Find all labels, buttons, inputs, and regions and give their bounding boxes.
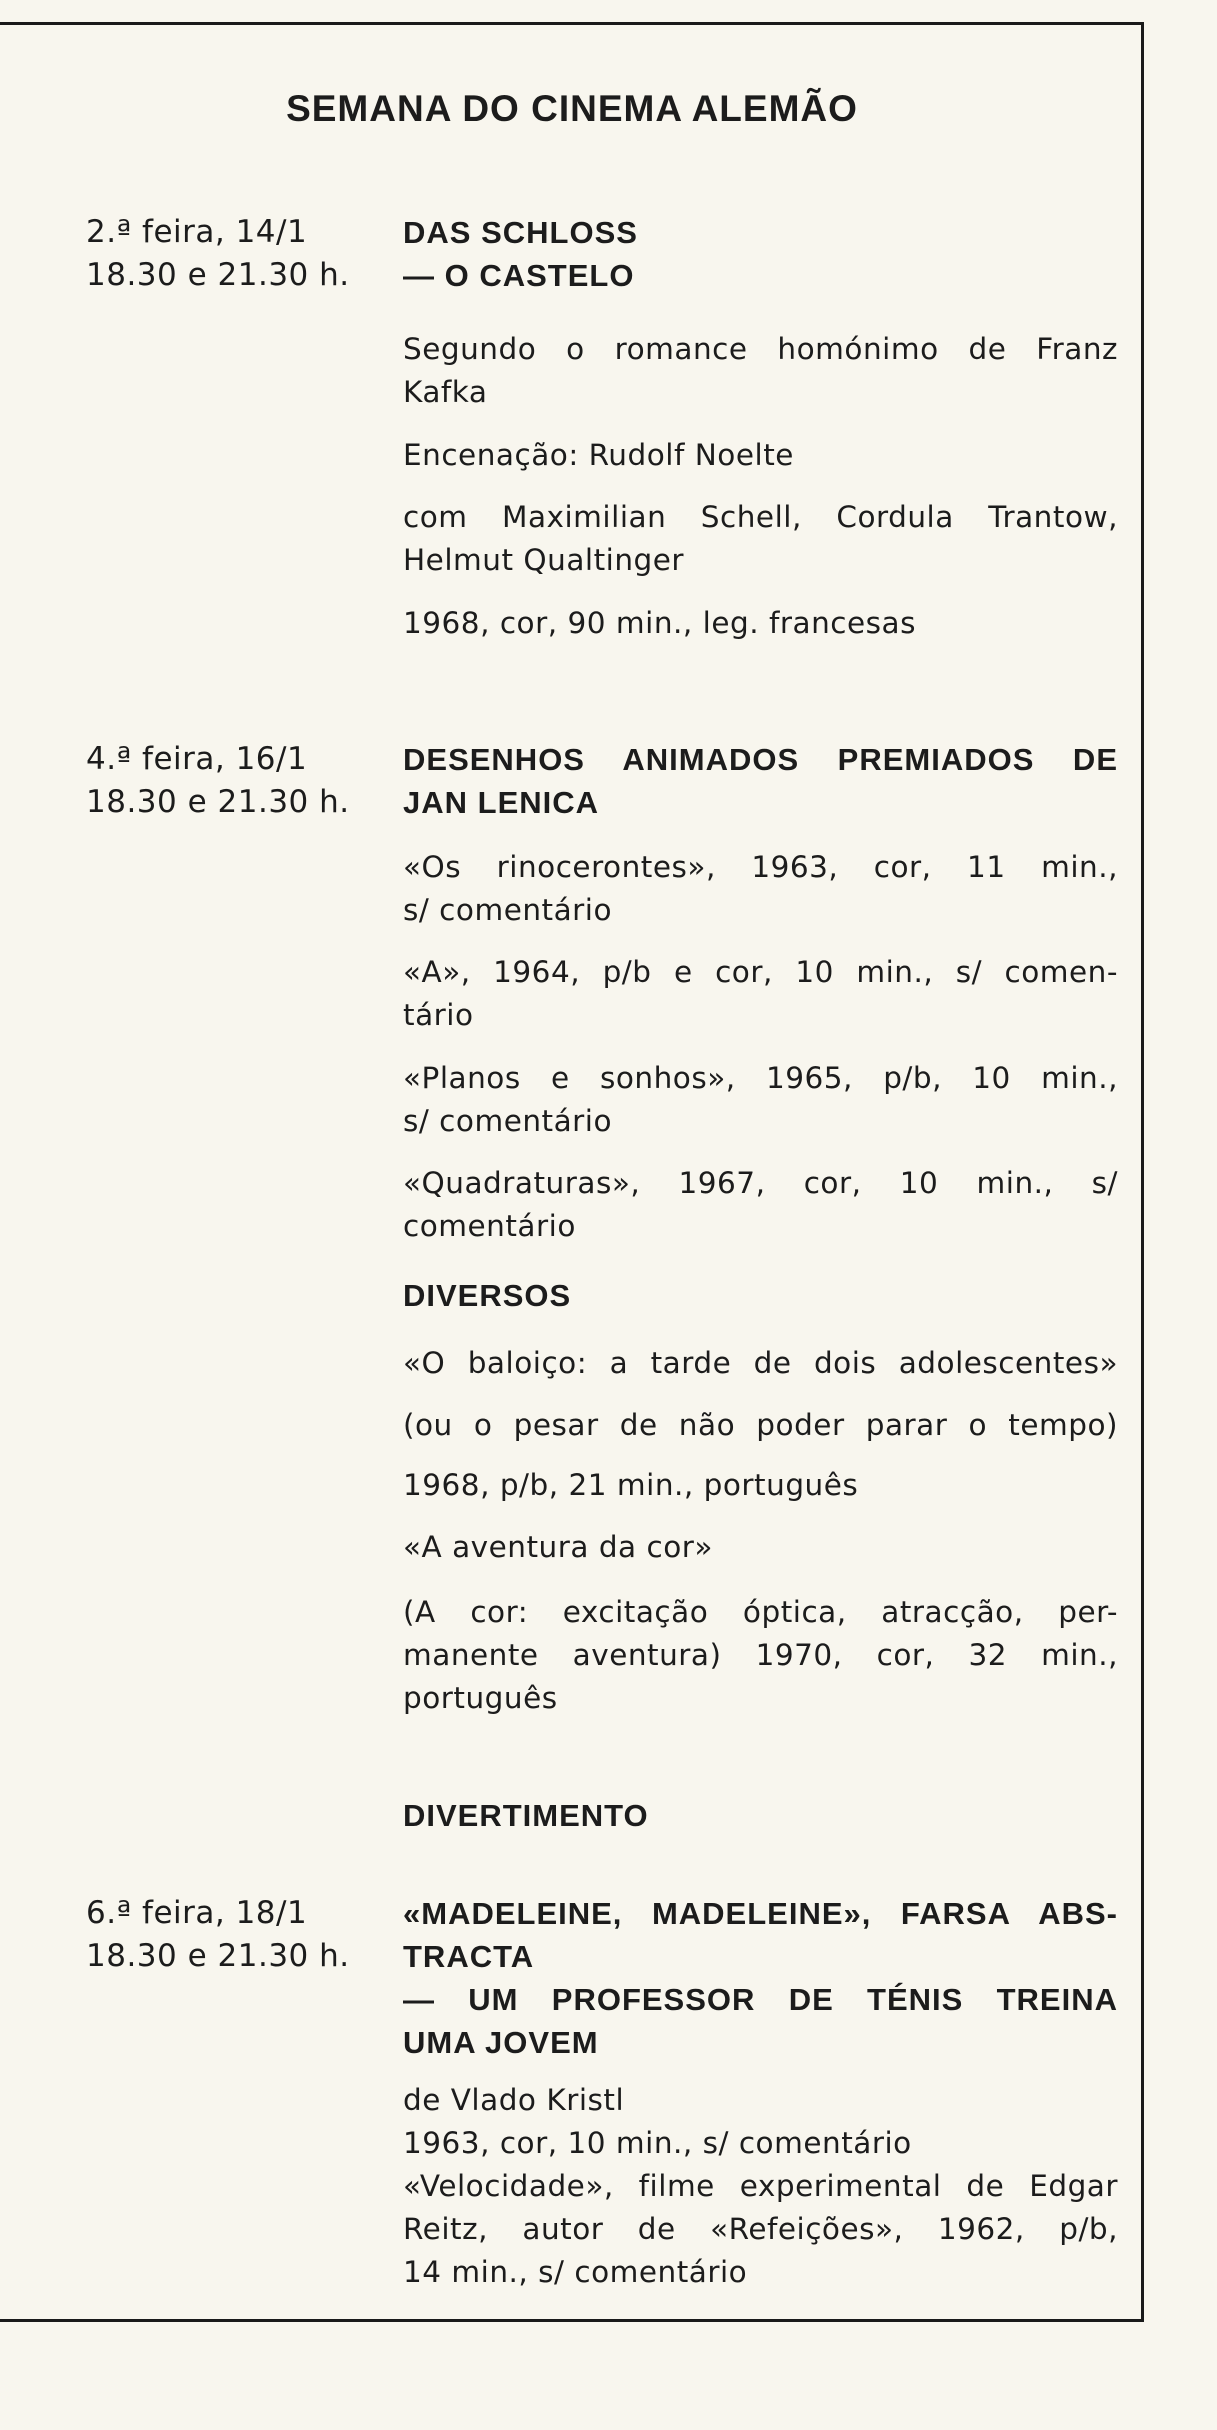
film-title: JAN LENICA (403, 785, 600, 820)
film-title: — O CASTELO (403, 258, 635, 293)
text-line: 14 min., s/ comentário (403, 2255, 748, 2289)
session-2-heading (403, 738, 1118, 824)
film-title: «MADELEINE, MADELEINE», FARSA ABS- (403, 1896, 1118, 1931)
text-line: Reitz, autor de «Refeições», 1962, p/b, (403, 2212, 1118, 2246)
text-line: Helmut Qualtinger (403, 543, 685, 577)
text-line: de Vlado Kristl (403, 2083, 625, 2117)
subheading: DIVERSOS (403, 1278, 572, 1313)
session-time: 18.30 e 21.30 h. (86, 784, 350, 820)
text-line: s/ comentário (403, 1104, 613, 1138)
text-line: 1963, cor, 10 min., s/ comentário (403, 2126, 912, 2160)
text-line: «Os rinocerontes», 1963, cor, 11 min., (403, 850, 1118, 884)
text-line: (ou o pesar de não poder parar o tempo) (403, 1408, 1118, 1442)
text-line: «Velocidade», filme experimental de Edgar (403, 2169, 1118, 2203)
session-3-heading (403, 1892, 1118, 2064)
session-2-date (86, 738, 386, 824)
text-line: (A cor: excitação óptica, atracção, per- (403, 1595, 1118, 1629)
session-1-heading (403, 211, 1118, 297)
text-line: 1968, p/b, 21 min., português (403, 1468, 859, 1502)
text-line: «O baloiço: a tarde de dois adolescentes» (403, 1346, 1118, 1380)
session-day: 2.ª feira, 14/1 (86, 214, 308, 250)
film-title: DESENHOS ANIMADOS PREMIADOS DE (403, 742, 1118, 777)
text-line: com Maximilian Schell, Cordula Trantow, (403, 500, 1118, 534)
text-line: s/ comentário (403, 893, 613, 927)
film-title: UMA JOVEM (403, 2025, 599, 2060)
section-heading: DIVERTIMENTO (403, 1798, 649, 1833)
page-title: SEMANA DO CINEMA ALEMÃO (286, 88, 858, 129)
film-title: TRACTA (403, 1939, 535, 1974)
text-line: Kafka (403, 375, 488, 409)
text-line: 1968, cor, 90 min., leg. francesas (403, 606, 916, 640)
session-1-date (86, 211, 386, 297)
text-line: Segundo o romance homónimo de Franz (403, 332, 1118, 366)
film-title: DAS SCHLOSS (403, 215, 638, 250)
text-line: comentário (403, 1209, 576, 1243)
session-time: 18.30 e 21.30 h. (86, 257, 350, 293)
session-time: 18.30 e 21.30 h. (86, 1938, 350, 1974)
film-title: — UM PROFESSOR DE TÉNIS TREINA (403, 1982, 1118, 2017)
text-line: Encenação: Rudolf Noelte (403, 438, 794, 472)
text-line: «A aventura da cor» (403, 1530, 713, 1564)
text-line: «A», 1964, p/b e cor, 10 min., s/ comen- (403, 955, 1118, 989)
text-line: manente aventura) 1970, cor, 32 min., (403, 1638, 1118, 1672)
session-day: 4.ª feira, 16/1 (86, 741, 308, 777)
text-line: «Quadraturas», 1967, cor, 10 min., s/ (403, 1166, 1118, 1200)
text-line: tário (403, 998, 474, 1032)
session-3-date (86, 1892, 386, 1978)
text-line: «Planos e sonhos», 1965, p/b, 10 min., (403, 1061, 1118, 1095)
text-line: português (403, 1681, 558, 1715)
session-day: 6.ª feira, 18/1 (86, 1895, 308, 1931)
